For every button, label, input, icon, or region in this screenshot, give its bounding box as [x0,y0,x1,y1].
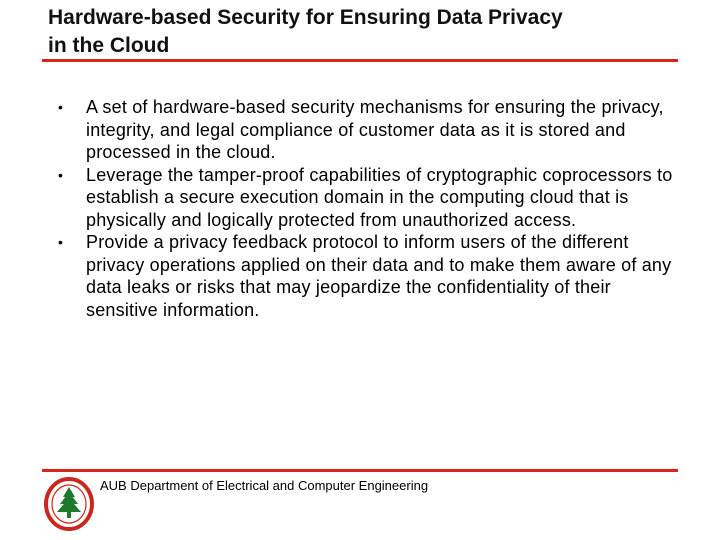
slide-title-line-2: in the Cloud [48,34,170,57]
bullet-dot: • [58,234,64,250]
slide-title-line-1: Hardware-based Security for Ensuring Data Privacy [48,6,563,29]
slide-title [48,4,708,60]
bullet-text: Leverage the tamper-proof capabilities of cryptographic coprocessors to establish a secure execution domain in the computing cloud that is physically and logically protected from unauthorized access. [86,164,673,230]
bullet-dot: • [58,99,64,115]
bullet-item [58,231,678,321]
aub-cedar-seal-icon [44,475,94,531]
bullet-list [58,96,678,321]
footer-text: AUB Department of Electrical and Computer Engineering [100,478,429,493]
bullet-text: Provide a privacy feedback protocol to inform users of the different privacy operations applied on their data and to make them aware of any data leaks or risks that may jeopardize the confidentiality of their sensitive information. [86,232,672,320]
bullet-item [58,96,678,164]
bullet-text: A set of hardware-based security mechanisms for ensuring the privacy, integrity, and legal compliance of customer data as it is stored and processed in the cloud. [86,97,664,162]
footer-divider [42,469,678,472]
bullet-item [58,164,678,232]
bullet-dot: • [58,166,64,183]
title-divider [42,59,678,62]
